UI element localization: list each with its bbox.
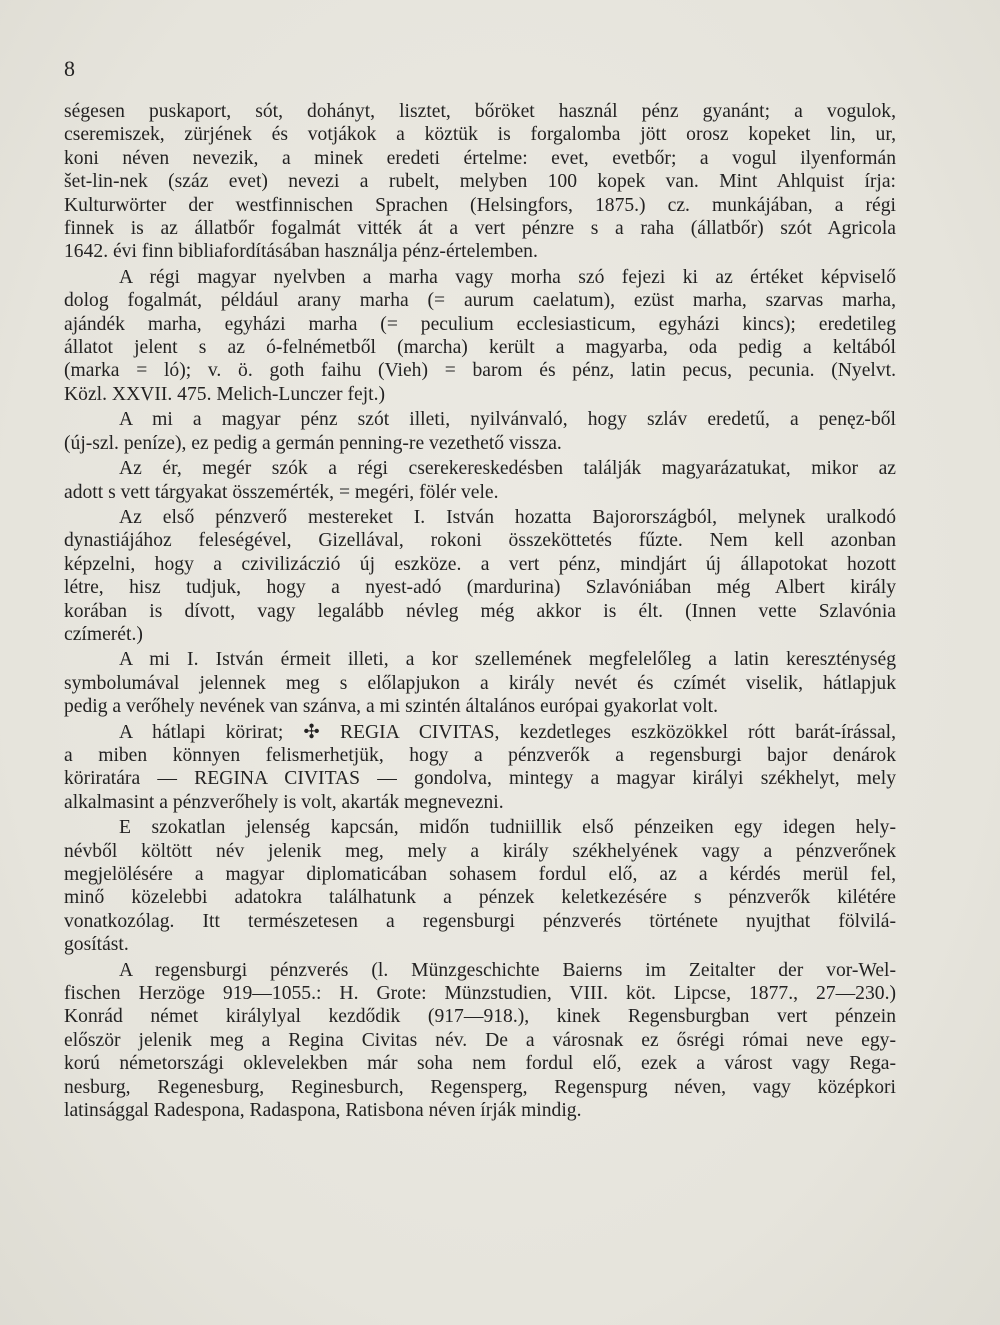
text-line: Az ér, megér szók a régi cserekereskedésben találják magyarázatukat, mikor az [119, 458, 896, 480]
text-line: E szokatlan jelenség kapcsán, midőn tudniillik első pénzeiken egy idegen hely- [119, 817, 896, 839]
paragraph-3 [64, 408, 896, 455]
text-line: A hátlapi körirat; ✣ REGIA CIVITAS, kezdetleges eszközökkel rótt barát-írással, [119, 721, 896, 743]
text-line: czímerét.) [64, 623, 143, 645]
text-line: létre, hisz tudjuk, hogy a nyest-adó (mardurina) Szlavóniában még Albert király [64, 577, 896, 599]
text-line: (új-szl. peníze), ez pedig a germán penning-re vezethető vissza. [64, 432, 562, 454]
text-line: Kulturwörter der westfinnischen Sprachen (Helsingfors, 1875.) cz. munkájában, a régi [64, 194, 896, 216]
text-line: A mi a magyar pénz szót illeti, nyilvánvaló, hogy szláv eredetű, a penęz-ből [119, 409, 896, 431]
text-line: symbolumával jelennek meg s előlapjukon a király nevét és czímét viselik, hátlapjuk [64, 672, 896, 694]
paragraph-7 [64, 721, 896, 815]
paragraph-6 [64, 648, 896, 718]
paragraph-4 [64, 457, 896, 504]
text-line: finnek is az állatbőr fogalmát vitték át a vert pénzre s a raha (állatbőr) szót Agricola [64, 218, 896, 240]
body-text [64, 100, 896, 1122]
text-line: korú németországi oklevelekben már soha nem fordul elő, ezek a várost vagy Rega- [64, 1053, 896, 1075]
text-line: megjelölésére a magyar diplomaticában sohasem fordul elő, az a kérdés merül fel, [64, 864, 896, 885]
text-line: vonatkozólag. Itt természetesen a regensburgi pénzverés története nyujthat fölvilá- [64, 910, 896, 932]
text-line: A régi magyar nyelvben a marha vagy morha szó fejezi ki az értéket képviselő [119, 266, 896, 288]
text-line: állatot jelent s az ó-felnémetből (marcha) került a magyarba, oda pedig a keltából [64, 337, 896, 359]
text-line: latinsággal Radespona, Radaspona, Ratisbona néven írják mindig. [64, 1100, 582, 1122]
text-line: először jelenik meg a Regina Civitas név. De a városnak ez ősrégi római neve egy- [64, 1029, 896, 1051]
text-line: dolog fogalmát, például arany marha (= aurum caelatum), ezüst marha, szarvas marha, [64, 290, 896, 312]
text-line: képzelni, hogy a czivilizáczió új eszköze. a vert pénz, mindjárt új állapotokat hozott [64, 553, 896, 575]
text-line: A regensburgi pénzverés (l. Münzgeschichte Baierns im Zeitalter der vor-Wel- [119, 959, 896, 981]
text-line: Az első pénzverő mestereket I. István hozatta Bajorországból, melynek uralkodó [119, 506, 896, 528]
text-line: 1642. évi finn bibliafordításában használja pénz-értelemben. [64, 241, 538, 263]
text-line: névből költött név jelenik meg, mely a király székhelyének vagy a pénzverőnek [64, 840, 896, 862]
text-line: dynastiájához feleségével, Gizellával, rokoni összeköttetés fűzte. Nem kell azonban [64, 530, 896, 552]
text-line: Közl. XXVII. 475. Melich-Lunczer fejt.) [64, 383, 386, 405]
text-line: ajándék marha, egyházi marha (= peculium ecclesiasticum, egyházi kincs); eredetileg [64, 313, 896, 335]
text-line: korában is dívott, vagy legalább névleg még akkor is élt. (Innen vette Szlavónia [64, 600, 896, 622]
text-line: Konrád német királylyal kezdődik (917—918.), kinek Regensburgban vert pénzein [64, 1006, 896, 1028]
text-line: (marka = ló); v. ö. goth faihu (Vieh) = barom és pénz, latin pecus, pecunia. (Nyelvt. [64, 360, 896, 382]
text-line: šet-lin-nek (száz evet) nevezi a rubelt, melyben 100 kopek van. Mint Ahlquist írja: [64, 171, 896, 193]
text-line: A mi I. István érmeit illeti, a kor szellemének megfelelőleg a latin kereszténység [119, 649, 896, 671]
text-line: a miben könnyen felismerhetjük, hogy a pénzverők a regensburgi bajor denárok [64, 744, 896, 766]
text-line: pedig a verőhely nevének van szánva, a mi szintén általános európai gyakorlat volt. [64, 696, 718, 718]
text-line: nesburg, Regenesburg, Reginesburch, Regensperg, Regenspurg néven, vagy középkori [64, 1076, 896, 1098]
page-number: 8 [64, 56, 75, 81]
text-line: adott s vett tárgyakat összemérték, = megéri, fölér vele. [64, 481, 499, 503]
paragraph-5 [64, 506, 896, 646]
text-line: fischen Herzöge 919—1055.: H. Grote: Münzstudien, VIII. köt. Lipcse, 1877., 27—230.) [64, 983, 896, 1005]
paragraph-2 [64, 266, 896, 406]
paragraph-9 [64, 959, 896, 1123]
paragraph-8 [64, 816, 896, 956]
paragraph-1 [64, 100, 896, 264]
text-line: minő közelebbi adatokra találhatunk a pénzek keletkezésére s pénzverők kilétére [64, 887, 896, 909]
text-line: köriratára — REGINA CIVITAS — gondolva, mintegy a magyar királyi székhelyt, mely [64, 768, 896, 790]
text-line: alkalmasint a pénzverőhely is volt, akarták megnevezni. [64, 791, 504, 813]
text-line: koni néven nevezik, a minek eredeti értelme: evet, evetbőr; a vogul ilyenformán [64, 147, 896, 169]
text-line: gosítást. [64, 934, 129, 956]
text-line: ségesen puskaport, sót, dohányt, lisztet, bőröket használ pénz gyanánt; a vogulok, [64, 101, 896, 122]
text-line: cseremiszek, zürjének és votjákok a köztük is forgalomba jött orosz kopeket lin, ur, [64, 124, 896, 146]
